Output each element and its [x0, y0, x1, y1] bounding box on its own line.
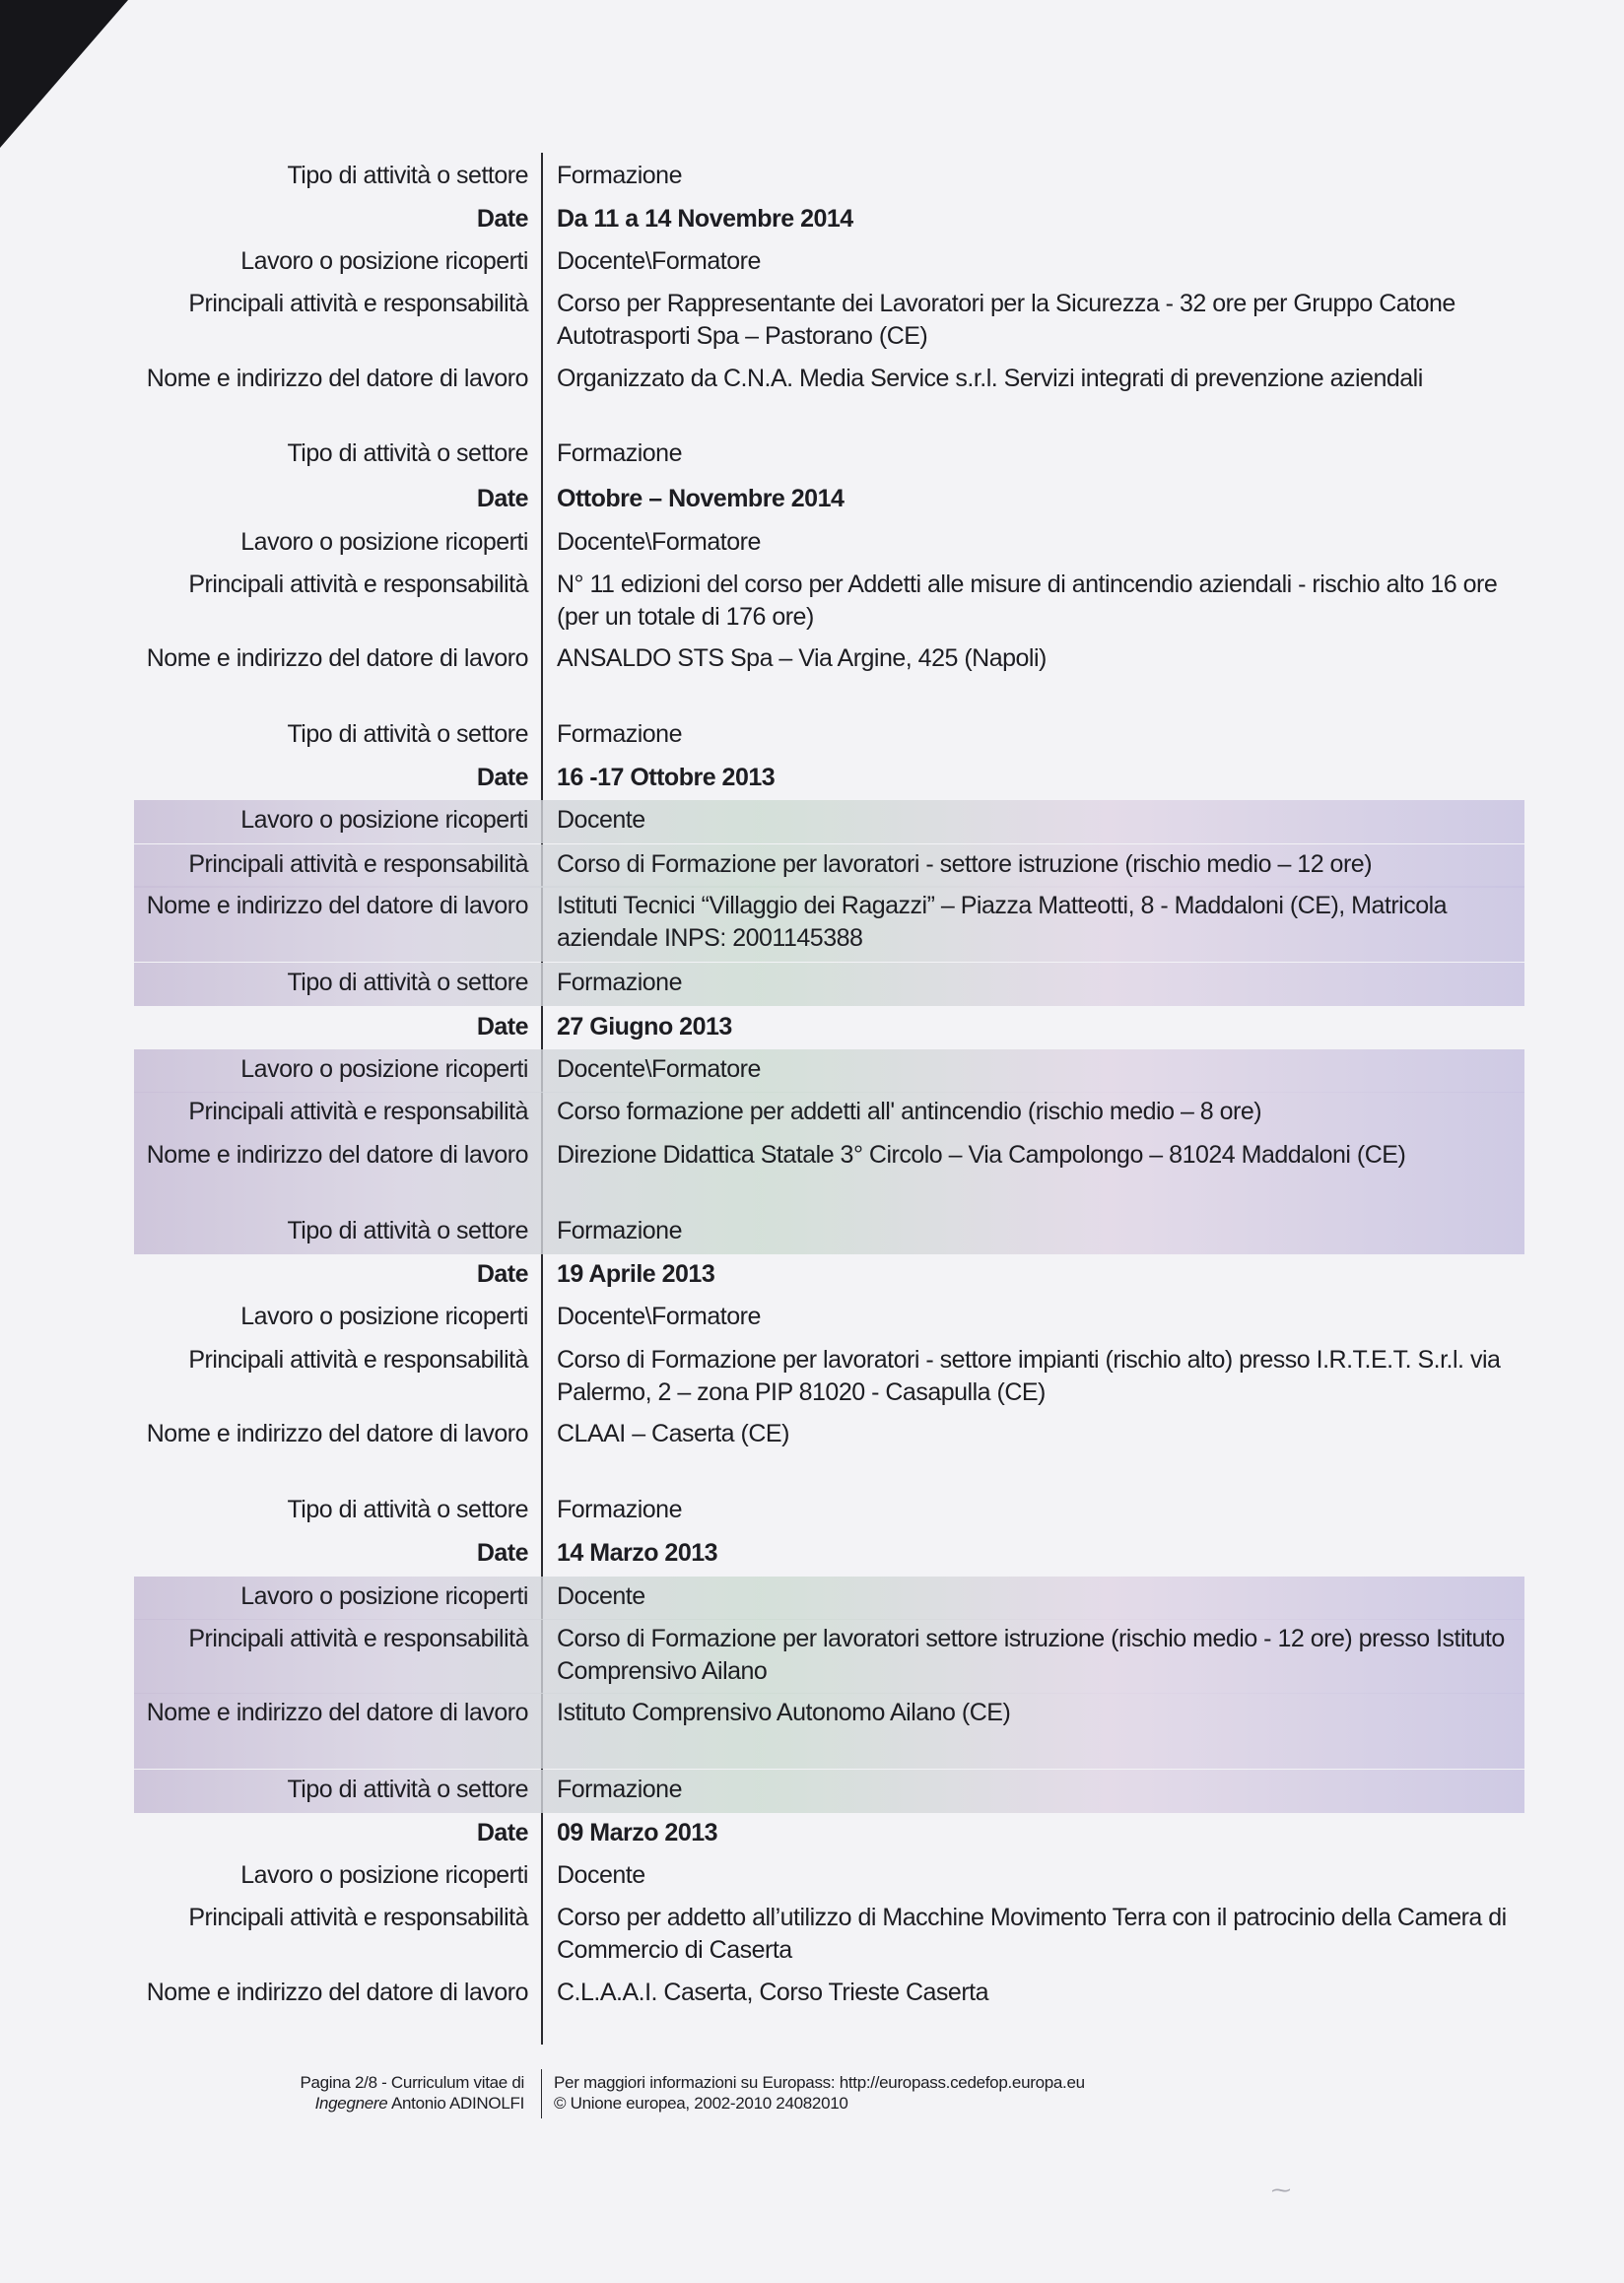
entry-row	[134, 1973, 1524, 2048]
entry-value: Docente	[557, 1861, 645, 1889]
entry-row	[134, 565, 1524, 639]
entry-row	[134, 359, 1524, 434]
entry-row	[134, 156, 1524, 199]
entry-row	[134, 1770, 1524, 1813]
footer-author-line	[168, 2093, 524, 2114]
entry-label: Tipo di attività o settore	[287, 1776, 528, 1803]
footer-divider	[541, 2069, 542, 2118]
entry-value: Docente	[557, 806, 645, 834]
entry-value: Corso per Rappresentante dei Lavoratori per la Sicurezza - 32 ore per Gruppo Catone Autotrasporti Spa – Pastorano (CE)	[557, 290, 1455, 350]
entry-value: Organizzato da C.N.A. Media Service s.r.l. Servizi integrati di prevenzione aziendali	[557, 365, 1423, 392]
entry-label: Tipo di attività o settore	[287, 720, 528, 748]
entry-label: Principali attività e responsabilità	[188, 850, 528, 878]
entry-value: Corso per addetto all’utilizzo di Macchine Movimento Terra con il patrocinio della Camera di Commercio di Caserta	[557, 1904, 1507, 1964]
entry-value: Corso di Formazione per lavoratori settore istruzione (rischio medio - 12 ore) presso Istituto Comprensivo Ailano	[557, 1625, 1505, 1685]
entry-value: Direzione Didattica Statale 3° Circolo – Via Campolongo – 81024 Maddaloni (CE)	[557, 1141, 1406, 1169]
entry-value: CLAAI – Caserta (CE)	[557, 1420, 789, 1447]
entry-row	[134, 963, 1524, 1006]
entry-row	[134, 844, 1524, 888]
entry-value: Docente\Formatore	[557, 1303, 761, 1330]
entry-row	[134, 241, 1524, 285]
entry-label: Tipo di attività o settore	[287, 1217, 528, 1244]
entry-value: Formazione	[557, 720, 682, 748]
entry-value: Istituto Comprensivo Autonomo Ailano (CE)	[557, 1699, 1011, 1726]
entry-value: Docente\Formatore	[557, 1055, 761, 1083]
entry-value: Ottobre – Novembre 2014	[557, 485, 845, 512]
date-row	[134, 1007, 1524, 1050]
entry-label: Lavoro o posizione ricoperti	[240, 1861, 528, 1889]
entry-label: Nome e indirizzo del datore di lavoro	[146, 644, 528, 672]
entry-value: Corso di Formazione per lavoratori - settore impianti (rischio alto) presso I.R.T.E.T. S.r.l. via Palermo, 2 – zona PIP 81020 - Casapulla (CE)	[557, 1346, 1501, 1406]
entry-value: 19 Aprile 2013	[557, 1260, 715, 1288]
entry-label: Tipo di attività o settore	[287, 162, 528, 189]
entry-label: Principali attività e responsabilità	[188, 1346, 528, 1374]
entry-row	[134, 714, 1524, 758]
date-row	[134, 199, 1524, 242]
entry-label: Lavoro o posizione ricoperti	[240, 247, 528, 275]
entry-label: Nome e indirizzo del datore di lavoro	[146, 1699, 528, 1726]
entry-label: Tipo di attività o settore	[287, 969, 528, 996]
entry-label: Nome e indirizzo del datore di lavoro	[146, 1979, 528, 2006]
entry-value: Formazione	[557, 439, 682, 467]
date-row	[134, 758, 1524, 801]
entry-row	[134, 1211, 1524, 1254]
entry-value: 27 Giugno 2013	[557, 1013, 732, 1041]
footer-page-info	[168, 2072, 524, 2114]
entry-value: ANSALDO STS Spa – Via Argine, 425 (Napoli)	[557, 644, 1047, 672]
entry-label: Nome e indirizzo del datore di lavoro	[146, 892, 528, 919]
entry-label: Principali attività e responsabilità	[188, 290, 528, 317]
entry-value: Formazione	[557, 162, 682, 189]
footer-author: Antonio ADINOLFI	[390, 2094, 524, 2113]
entry-row	[134, 522, 1524, 566]
entry-label: Nome e indirizzo del datore di lavoro	[146, 1420, 528, 1447]
entry-label: Lavoro o posizione ricoperti	[240, 528, 528, 556]
entry-label: Date	[476, 1013, 528, 1041]
entry-row	[134, 284, 1524, 359]
date-row	[134, 479, 1524, 522]
entry-row	[134, 1855, 1524, 1899]
entry-row	[134, 1693, 1524, 1769]
entry-value: Da 11 a 14 Novembre 2014	[557, 205, 853, 233]
entry-label: Principali attività e responsabilità	[188, 1098, 528, 1125]
entry-row	[134, 1577, 1524, 1620]
entry-row	[134, 1049, 1524, 1093]
date-row	[134, 1813, 1524, 1856]
footer-europass	[554, 2072, 1244, 2114]
entry-row	[134, 638, 1524, 714]
entry-label: Nome e indirizzo del datore di lavoro	[146, 365, 528, 392]
entry-value: N° 11 edizioni del corso per Addetti alle misure di antincendio aziendali - rischio alto 16 ore (per un totale di 176 ore)	[557, 571, 1498, 631]
entry-label: Lavoro o posizione ricoperti	[240, 1303, 528, 1330]
date-row	[134, 1254, 1524, 1298]
entry-row	[134, 1135, 1524, 1211]
entry-value: Formazione	[557, 1776, 682, 1803]
footer-europass-info: Per maggiori informazioni su Europass: http://europass.cedefop.europa.eu	[554, 2073, 1085, 2092]
entry-value: C.L.A.A.I. Caserta, Corso Trieste Caserta	[557, 1979, 988, 2006]
entry-label: Principali attività e responsabilità	[188, 571, 528, 598]
entry-value: Docente	[557, 1582, 645, 1610]
entry-label: Principali attività e responsabilità	[188, 1904, 528, 1931]
entry-value: 16 -17 Ottobre 2013	[557, 764, 776, 791]
date-row	[134, 1533, 1524, 1577]
entry-value: Istituti Tecnici “Villaggio dei Ragazzi” – Piazza Matteotti, 8 - Maddaloni (CE), Matricola aziendale INPS: 2001145388	[557, 892, 1448, 952]
entry-row	[134, 800, 1524, 843]
footer-copyright: © Unione europea, 2002-2010 24082010	[554, 2094, 848, 2113]
entry-value: Formazione	[557, 1217, 682, 1244]
entry-value: Corso di Formazione per lavoratori - settore istruzione (rischio medio – 12 ore)	[557, 850, 1373, 878]
entry-row	[134, 886, 1524, 962]
entry-value: Corso formazione per addetti all' antincendio (rischio medio – 8 ore)	[557, 1098, 1262, 1125]
footer-page: Pagina 2/8 - Curriculum vitae di	[300, 2073, 524, 2092]
entry-label: Lavoro o posizione ricoperti	[240, 1055, 528, 1083]
entry-row	[134, 1490, 1524, 1533]
entry-row	[134, 1619, 1524, 1694]
entry-row	[134, 434, 1524, 477]
entry-label: Tipo di attività o settore	[287, 439, 528, 467]
entry-value: Docente\Formatore	[557, 528, 761, 556]
entry-label: Nome e indirizzo del datore di lavoro	[146, 1141, 528, 1169]
entry-label: Date	[476, 1260, 528, 1288]
entry-row	[134, 1414, 1524, 1490]
entry-label: Date	[476, 1819, 528, 1847]
entry-label: Date	[476, 1539, 528, 1567]
entry-label: Date	[476, 764, 528, 791]
entry-label: Lavoro o posizione ricoperti	[240, 1582, 528, 1610]
footer-author-prefix: Ingegnere	[314, 2094, 388, 2113]
entry-row	[134, 1297, 1524, 1340]
entry-value: 14 Marzo 2013	[557, 1539, 718, 1567]
entry-label: Lavoro o posizione ricoperti	[240, 806, 528, 834]
entry-value: 09 Marzo 2013	[557, 1819, 718, 1847]
entry-value: Formazione	[557, 969, 682, 996]
entry-label: Date	[476, 205, 528, 233]
entry-row	[134, 1898, 1524, 1973]
entry-label: Date	[476, 485, 528, 512]
entry-value: Docente\Formatore	[557, 247, 761, 275]
entry-row	[134, 1340, 1524, 1415]
entry-value: Formazione	[557, 1496, 682, 1523]
entry-label: Tipo di attività o settore	[287, 1496, 528, 1523]
entry-row	[134, 1092, 1524, 1135]
scan-mark-icon: ⁓	[1271, 2178, 1291, 2201]
entry-label: Principali attività e responsabilità	[188, 1625, 528, 1652]
